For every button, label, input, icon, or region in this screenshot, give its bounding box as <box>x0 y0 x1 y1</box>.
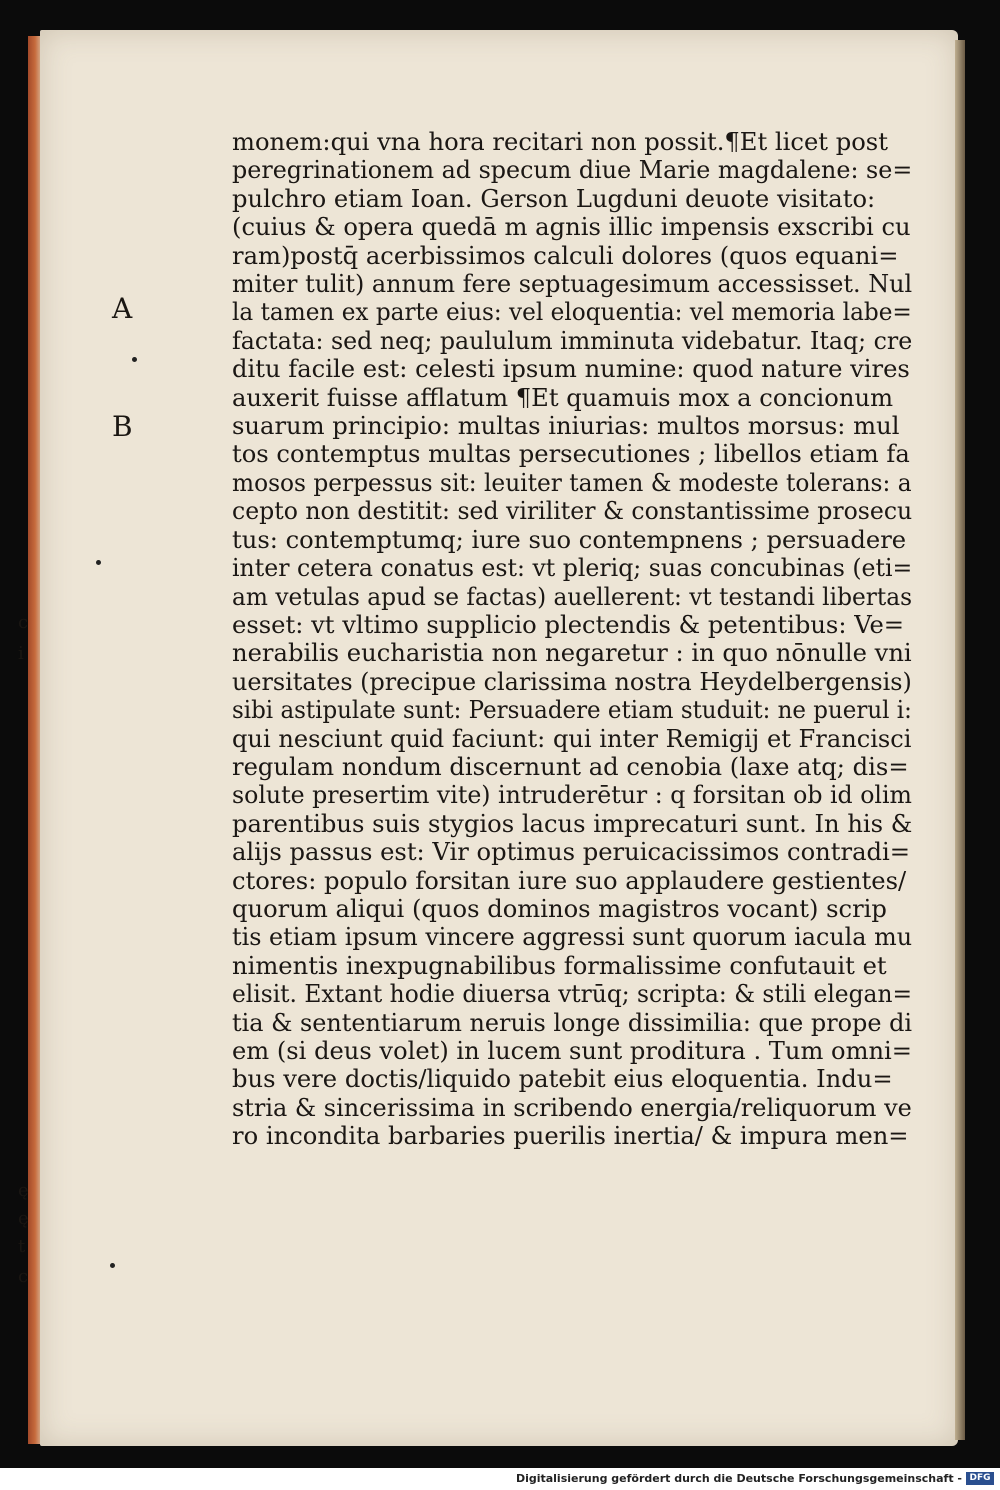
margin-marker-a: A <box>112 292 133 325</box>
text-line: tos contemptus multas persecutiones ; libellos etiam fa <box>232 439 910 469</box>
text-line: miter tulit) annum fere septuagesimum accessisset. Nul <box>232 269 913 299</box>
text-line: esset: vt vltimo supplicio plectendis & petentibus: Ve= <box>232 609 905 639</box>
text-line: solute presertim vite) intruderētur : q forsitan ob id olim <box>232 780 912 810</box>
edge-char: ę <box>18 1180 29 1201</box>
text-line: tis etiam ipsum vincere aggressi sunt quorum iacula mu <box>232 922 913 952</box>
funding-notice: Digitalisierung gefördert durch die Deutsche Forschungsgemeinschaft - <box>515 1472 962 1485</box>
text-line: em (si deus volet) in lucem sunt proditura . Tum omni= <box>232 1036 912 1065</box>
ink-speck <box>110 1263 115 1268</box>
text-line: bus vere doctis/liquido patebit eius eloquentia. Indu= <box>232 1064 893 1094</box>
text-line: pulchro etiam Ioan. Gerson Lugduni deuote visitato: <box>232 183 876 213</box>
text-line: ditu facile est: celesti ipsum numine: quod nature vires <box>232 354 910 384</box>
text-line: la tamen ex parte eius: vel eloquentia: vel memoria labe= <box>232 297 912 327</box>
edge-char: c <box>18 1266 29 1287</box>
text-line: nimentis inexpugnabilibus formalissime confutauit et <box>232 950 887 980</box>
edge-char: c <box>18 612 29 633</box>
text-line: peregrinationem ad specum diue Marie magdalene: se= <box>232 155 913 185</box>
footer-bar <box>0 1468 1000 1490</box>
text-line: elisit. Extant hodie diuersa vtrūq; scripta: & stili elegan= <box>232 979 913 1009</box>
margin-marker-b: B <box>112 410 133 443</box>
text-line: ctores: populo forsitan iure suo applaudere gestientes/ <box>232 865 907 895</box>
text-line: auxerit fuisse afflatum ¶Et quamuis mox a concionum <box>232 382 894 412</box>
text-line: parentibus suis stygios lacus imprecaturi sunt. In his & <box>232 808 913 838</box>
text-line: qui nesciunt quid faciunt: qui inter Remigij et Francisci <box>232 723 912 753</box>
text-line: alijs passus est: Vir optimus peruicacissimos contradi= <box>232 837 911 867</box>
text-line: monem:qui vna hora recitari non possit.¶Et licet post <box>232 127 888 156</box>
edge-char: t <box>18 1236 26 1257</box>
text-line: uersitates (precipue clarissima nostra Heydelbergensis) <box>232 666 912 696</box>
text-line: stria & sincerissima in scribendo energia/reliquorum ve <box>232 1092 912 1122</box>
text-line: ro incondita barbaries puerilis inertia/ & impura men= <box>232 1121 909 1151</box>
dfg-logo: DFG <box>966 1472 994 1485</box>
text-line: inter cetera conatus est: vt pleriq; suas concubinas (eti= <box>232 553 913 583</box>
text-line: sibi astipulate sunt: Persuadere etiam studuit: ne puerul i: <box>232 695 912 725</box>
text-line: mosos perpessus sit: leuiter tamen & modeste tolerans: a <box>232 467 912 497</box>
ink-speck <box>96 560 101 565</box>
edge-char: i <box>18 643 24 664</box>
text-line: regulam nondum discernunt ad cenobia (laxe atq; dis= <box>232 751 909 781</box>
text-line: suarum principio: multas iniurias: multos morsus: mul <box>232 411 900 441</box>
text-line: (cuius & opera quedā m agnis illic impensis exscribi cu <box>232 212 911 242</box>
text-line: am vetulas apud se factas) auellerent: vt testandi libertas <box>232 581 913 611</box>
text-line: tia & sententiarum neruis longe dissimilia: que prope di <box>232 1007 913 1037</box>
text-line: cepto non destitit: sed viriliter & constantissime prosecu <box>232 496 913 526</box>
text-line: tus: contemptumq; iure suo contempnens ; persuadere <box>232 524 907 554</box>
text-line: ram)postq̄ acerbissimos calculi dolores (quos equani= <box>232 240 899 270</box>
edge-char: ę <box>18 1208 29 1229</box>
text-line: factata: sed neq; paululum imminuta videbatur. Itaq; cre <box>232 325 913 355</box>
text-line: nerabilis eucharistia non negaretur : in quo nōnulle vni <box>232 638 912 668</box>
page-edge-right <box>955 40 965 1440</box>
main-text-block <box>232 128 920 1151</box>
ink-speck <box>132 357 137 362</box>
text-line: quorum aliqui (quos dominos magistros vocant) scrip <box>232 893 887 923</box>
